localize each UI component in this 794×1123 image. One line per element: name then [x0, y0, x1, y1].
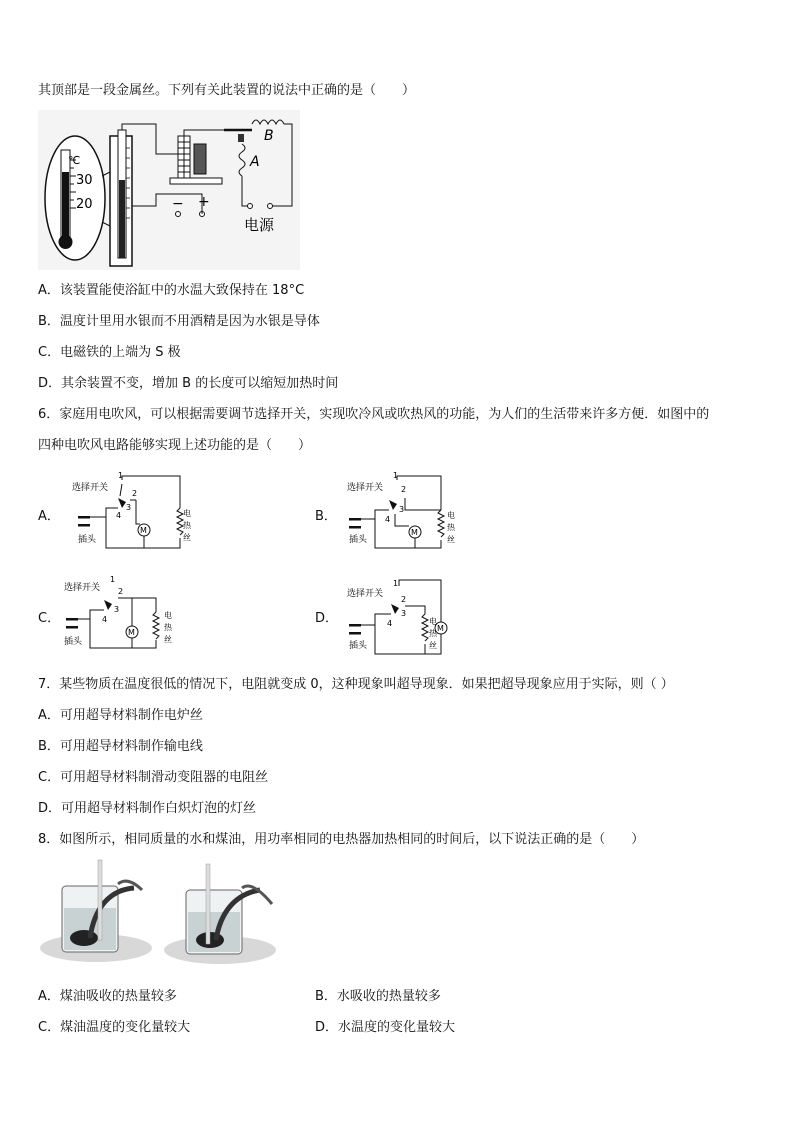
- q6-option-d-letter: D．: [315, 611, 339, 626]
- svg-text:3: 3: [399, 505, 405, 514]
- q5-stem: 其顶部是一段金属丝。下列有关此装置的说法中正确的是（ ）: [38, 83, 416, 98]
- svg-text:1: 1: [393, 579, 399, 588]
- svg-text:2: 2: [401, 595, 407, 604]
- q5-option-d: D．其余装置不变，增加 B 的长度可以缩短加热时间: [38, 376, 339, 391]
- svg-text:插头: 插头: [349, 641, 368, 651]
- q7-option-d: D．可用超导材料制作白炽灯泡的灯丝: [38, 801, 257, 816]
- svg-text:1: 1: [118, 471, 124, 480]
- q7-option-c: C．可用超导材料制滑动变阻器的电阻丝: [38, 770, 269, 785]
- svg-text:热: 热: [447, 523, 455, 532]
- svg-text:电: 电: [447, 511, 455, 520]
- svg-text:1: 1: [110, 575, 116, 584]
- svg-text:插头: 插头: [64, 637, 83, 647]
- tick-30-label: 30: [76, 173, 93, 188]
- svg-text:4: 4: [102, 615, 108, 624]
- svg-text:选择开关: 选择开关: [347, 483, 384, 493]
- q6-option-b-letter: B．: [315, 509, 337, 524]
- svg-text:2: 2: [118, 587, 124, 596]
- q6-option-a-letter: A．: [38, 509, 60, 524]
- q7-option-b: B．可用超导材料制作输电线: [38, 739, 203, 754]
- tick-20-label: 20: [76, 197, 93, 212]
- unit-label: ℃: [68, 154, 81, 167]
- svg-text:电: 电: [183, 509, 191, 518]
- q8-option-b: B．水吸收的热量较多: [315, 989, 441, 1004]
- circuit-c-figure: [62, 574, 186, 654]
- svg-text:3: 3: [114, 605, 120, 614]
- circuit-d-figure: [345, 574, 457, 656]
- svg-text:4: 4: [387, 619, 393, 628]
- plug-label: 插头: [78, 535, 97, 545]
- svg-text:4: 4: [116, 511, 122, 520]
- svg-text:4: 4: [385, 515, 391, 524]
- power-label: 电源: [244, 216, 275, 234]
- svg-text:热: 热: [183, 521, 191, 530]
- q7-option-a: A．可用超导材料制作电炉丝: [38, 708, 203, 723]
- q6-stem-line2: 四种电吹风电路能够实现上述功能的是（ ）: [38, 438, 312, 453]
- q8-option-c: C．煤油温度的变化量较大: [38, 1020, 191, 1035]
- q8-stem: 8．如图所示，相同质量的水和煤油，用功率相同的电热器加热相同的时间后，以下说法正确的是（ ）: [38, 832, 645, 847]
- q5-option-b: B．温度计里用水银而不用酒精是因为水银是导体: [38, 314, 320, 329]
- switch-label: 选择开关: [72, 483, 109, 493]
- svg-text:M: M: [437, 624, 444, 633]
- svg-text:热: 热: [429, 629, 437, 638]
- svg-text:丝: 丝: [183, 533, 191, 542]
- plus-terminal: +: [198, 194, 210, 210]
- q5-option-a: A．该装置能使浴缸中的水温大致保持在 18°C: [38, 283, 305, 298]
- svg-text:选择开关: 选择开关: [64, 583, 101, 593]
- label-a: A: [250, 154, 260, 170]
- q6-stem-line1: 6．家庭用电吹风，可以根据需要调节选择开关，实现吹冷风或吹热风的功能，为人们的生活带来许多方便．如图中的: [38, 407, 710, 422]
- q8-option-d: D．水温度的变化量较大: [315, 1020, 456, 1035]
- svg-text:M: M: [140, 526, 147, 535]
- svg-text:1: 1: [393, 471, 399, 480]
- svg-text:3: 3: [126, 503, 132, 512]
- circuit-b-figure: [345, 470, 465, 550]
- svg-text:2: 2: [132, 489, 138, 498]
- svg-text:2: 2: [401, 485, 407, 494]
- svg-text:插头: 插头: [349, 535, 368, 545]
- svg-text:电: 电: [164, 611, 172, 620]
- circuit-a-figure: [70, 470, 190, 550]
- thermostat-circuit-figure: [38, 110, 300, 270]
- svg-text:丝: 丝: [164, 635, 172, 644]
- svg-text:电: 电: [429, 617, 437, 626]
- q5-option-c: C．电磁铁的上端为 S 极: [38, 345, 181, 360]
- svg-text:丝: 丝: [429, 641, 437, 650]
- q7-stem: 7．某些物质在温度很低的情况下，电阻就变成 0，这种现象叫超导现象．如果把超导现象应用于实际，则（ ）: [38, 677, 674, 692]
- svg-text:3: 3: [401, 609, 407, 618]
- q6-option-c-letter: C．: [38, 611, 61, 626]
- label-b: B: [264, 128, 274, 144]
- svg-text:M: M: [411, 528, 418, 537]
- svg-text:热: 热: [164, 623, 172, 632]
- svg-text:丝: 丝: [447, 535, 455, 544]
- minus-terminal: −: [172, 196, 184, 212]
- q8-option-a: A．煤油吸收的热量较多: [38, 989, 177, 1004]
- beakers-photo: [38, 860, 278, 980]
- svg-text:选择开关: 选择开关: [347, 589, 384, 599]
- svg-text:M: M: [128, 628, 135, 637]
